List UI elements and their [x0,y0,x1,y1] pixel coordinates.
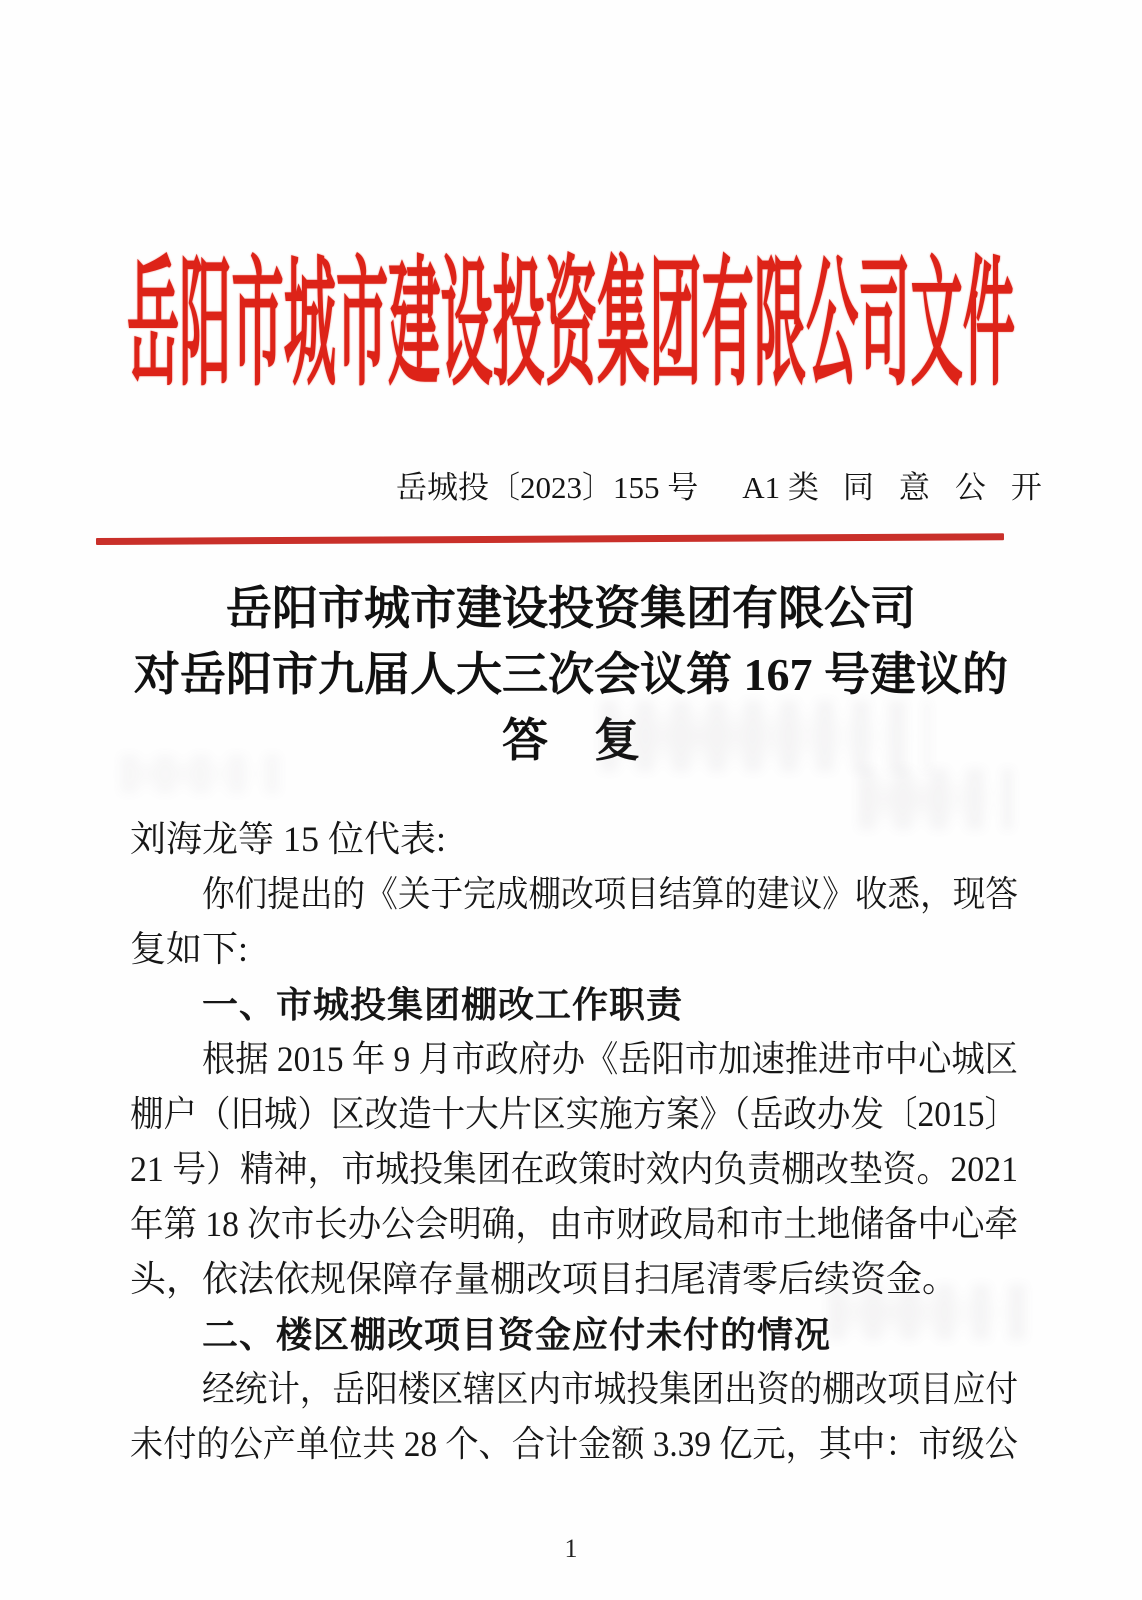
section-heading-1: 一、市城投集团棚改工作职责 [202,984,684,1025]
document-info-line [396,462,1067,507]
body-line: 年第 18 次市长办公会明确，由市财政局和市土地储备中心牵 [130,1204,1018,1244]
page-number: 1 [564,1534,578,1563]
document-number: 岳城投〔2023〕155 号 [396,470,699,505]
document-title [0,576,1142,774]
body-line: 21 号）精神，市城投集团在政策时效内负责棚改垫资。2021 [130,1149,1018,1189]
document-title-line-2: 对岳阳市九届人大三次会议第 167 号建议的 [134,649,1008,700]
section-heading-2: 二、楼区棚改项目资金应付未付的情况 [202,1314,832,1355]
body-line: 你们提出的《关于完成棚改项目结算的建议》收悉，现答 [202,874,1018,914]
body-line: 未付的公产单位共 28 个、合计金额 3.39 亿元，其中：市级公 [130,1424,1018,1464]
document-category: A1 类 [742,470,819,505]
body-line: 复如下: [130,929,249,969]
body-line: 棚户（旧城）区改造十大片区实施方案》（岳政办发〔2015〕 [130,1094,1018,1134]
body-line: 根据 2015 年 9 月市政府办《岳阳市加速推进市中心城区 [202,1039,1018,1079]
publicity-label: 同意公开 [842,470,1067,505]
document-title-line-3: 答 复 [502,715,640,766]
red-separator-rule [96,533,1004,545]
body-line: 经统计，岳阳楼区辖区内市城投集团出资的棚改项目应付 [202,1369,1018,1409]
body-line: 头，依法依规保障存量棚改项目扫尾清零后续资金。 [130,1259,959,1299]
letterhead-banner [0,228,1142,405]
letterhead-title: 岳阳市城市建设投资集团有限公司文件 [126,250,1015,405]
document-body [130,812,1018,1472]
salutation-line: 刘海龙等 15 位代表: [130,819,447,859]
document-title-line-1: 岳阳市城市建设投资集团有限公司 [226,583,916,634]
